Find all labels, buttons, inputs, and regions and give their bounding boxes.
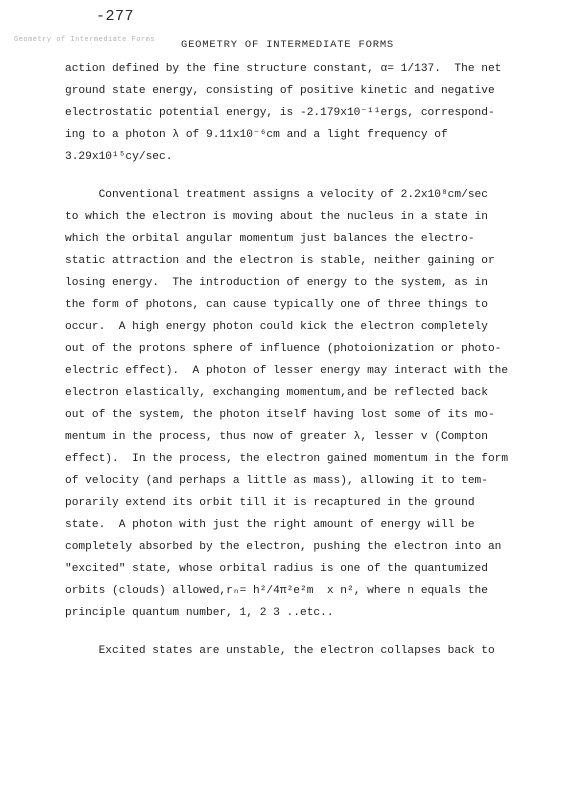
body-text bbox=[65, 58, 535, 662]
text-line: "excited" state, whose orbital radius is one of the quantumized bbox=[65, 563, 488, 575]
page-number: -277 bbox=[96, 8, 135, 25]
text-line: porarily extend its orbit till it is recaptured in the ground bbox=[65, 497, 475, 509]
text-line: electric effect). A photon of lesser energy may interact with the bbox=[65, 365, 509, 377]
text-line: out of the protons sphere of influence (photoionization or photo- bbox=[65, 343, 502, 355]
text-line: 3.29x10¹⁵cy/sec. bbox=[65, 151, 173, 163]
text-line: static attraction and the electron is stable, neither gaining or bbox=[65, 255, 495, 267]
text-line: which the orbital angular momentum just balances the electro- bbox=[65, 233, 475, 245]
text-line: state. A photon with just the right amount of energy will be bbox=[65, 519, 475, 531]
text-line: completely absorbed by the electron, pushing the electron into an bbox=[65, 541, 502, 553]
text-line: mentum in the process, thus now of greater λ, lesser v (Compton bbox=[65, 431, 488, 443]
page-title: GEOMETRY OF INTERMEDIATE FORMS bbox=[180, 39, 395, 51]
text-line: principle quantum number, 1, 2 3 ..etc.. bbox=[65, 607, 334, 619]
text-line: electron elastically, exchanging momentum,and be reflected back bbox=[65, 387, 488, 399]
text-line: the form of photons, can cause typically one of three things to bbox=[65, 299, 488, 311]
text-line: to which the electron is moving about the nucleus in a state in bbox=[65, 211, 488, 223]
text-line: Conventional treatment assigns a velocity of 2.2x10⁸cm/sec bbox=[65, 189, 488, 201]
text-line: Excited states are unstable, the electron collapses back to bbox=[65, 645, 495, 657]
paragraph bbox=[65, 184, 535, 624]
paragraph bbox=[65, 58, 535, 168]
text-line: losing energy. The introduction of energy to the system, as in bbox=[65, 277, 488, 289]
text-line: ground state energy, consisting of positive kinetic and negative bbox=[65, 85, 495, 97]
text-line: ing to a photon λ of 9.11x10⁻⁶cm and a light frequency of bbox=[65, 129, 448, 141]
text-line: effect). In the process, the electron gained momentum in the form bbox=[65, 453, 509, 465]
archive-stamp: Geometry of Intermediate Forms bbox=[14, 36, 156, 44]
paragraph bbox=[65, 640, 535, 662]
text-line: action defined by the fine structure constant, α= 1/137. The net bbox=[65, 63, 502, 75]
text-line: occur. A high energy photon could kick the electron completely bbox=[65, 321, 488, 333]
paragraph-gap bbox=[65, 624, 535, 640]
paragraph-gap bbox=[65, 168, 535, 184]
text-line: out of the system, the photon itself having lost some of its mo- bbox=[65, 409, 495, 421]
text-line: orbits (clouds) allowed,rₙ= h²/4π²e²m x n², where n equals the bbox=[65, 585, 488, 597]
text-line: electrostatic potential energy, is -2.179x10⁻¹¹ergs, correspond- bbox=[65, 107, 495, 119]
text-line: of velocity (and perhaps a little as mass), allowing it to tem- bbox=[65, 475, 488, 487]
